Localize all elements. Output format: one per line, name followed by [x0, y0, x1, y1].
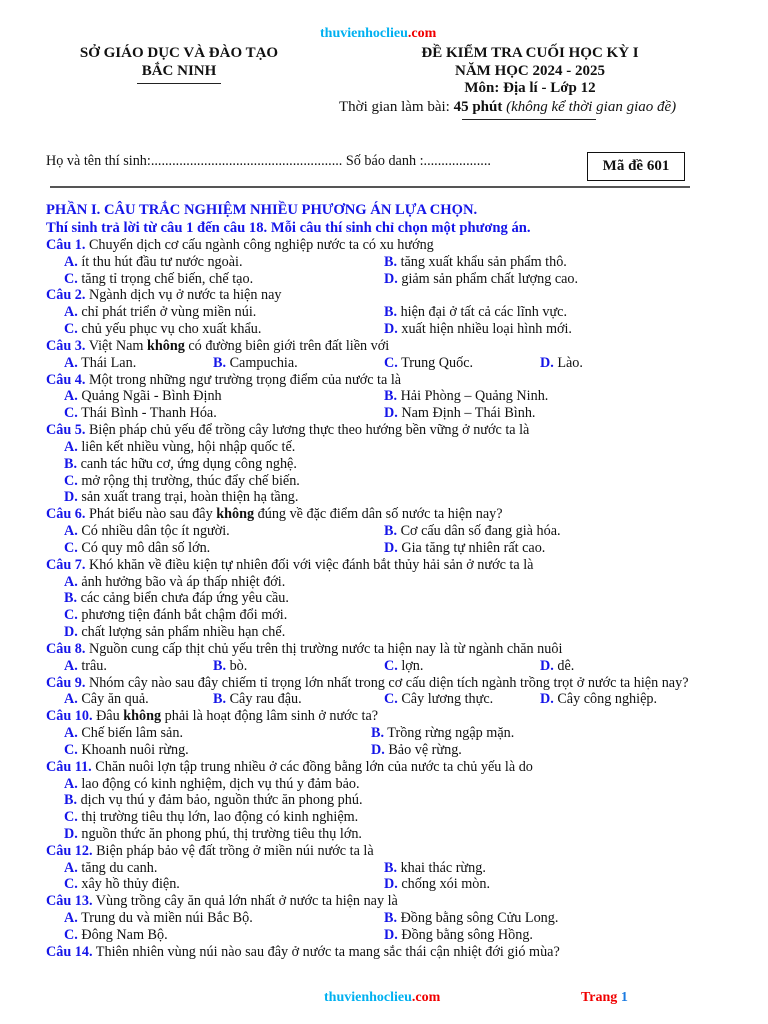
- option-text: ít thu hút đầu tư nước ngoài.: [77, 253, 243, 270]
- answer-option: [384, 540, 545, 557]
- question-number: Câu 14.: [46, 943, 93, 960]
- answer-option: [64, 792, 363, 809]
- option-letter: A.: [64, 304, 78, 321]
- option-letter: A.: [64, 725, 78, 742]
- option-row: [46, 691, 736, 708]
- option-text: Có quy mô dân số lớn.: [77, 539, 211, 556]
- answer-option: [64, 473, 300, 490]
- option-row: [46, 439, 736, 456]
- option-letter: A.: [64, 691, 78, 708]
- question-number: Câu 9.: [46, 674, 86, 691]
- site-watermark-top: [320, 26, 436, 42]
- option-text: liên kết nhiều vùng, hội nhập quốc tế.: [77, 438, 296, 455]
- option-text: Cơ cấu dân số đang già hóa.: [397, 523, 561, 540]
- subject: Môn: Địa lí - Lớp 12: [464, 80, 596, 96]
- option-text: trâu.: [77, 657, 107, 674]
- option-text: các cảng biển chưa đáp ứng yêu cầu.: [77, 590, 289, 607]
- option-letter: A.: [64, 388, 78, 405]
- question-number: Câu 5.: [46, 422, 86, 439]
- option-letter: A.: [64, 910, 78, 927]
- option-row: [46, 927, 736, 944]
- option-text: Chế biến lâm sản.: [77, 725, 183, 742]
- option-letter: B.: [371, 725, 385, 742]
- option-letter: C.: [64, 741, 78, 758]
- answer-option: [384, 658, 423, 675]
- question-number: Câu 6.: [46, 506, 86, 523]
- question-number: Câu 4.: [46, 371, 86, 388]
- option-text: lao động có kinh nghiệm, dịch vụ thú y đảm bảo.: [77, 775, 360, 792]
- answer-option: [64, 540, 210, 557]
- option-row: [46, 776, 736, 793]
- exam-title: ĐỀ KIỂM TRA CUỐI HỌC KỲ I: [421, 45, 639, 61]
- option-text: Bảo vệ rừng.: [384, 741, 462, 758]
- option-row: [46, 523, 736, 540]
- answer-option: [64, 523, 230, 540]
- question-text: Nguồn cung cấp thịt chủ yếu trên thị trường nước ta hiện nay là từ ngành chăn nuôi: [85, 640, 563, 657]
- department-name: SỞ GIÁO DỤC VÀ ĐÀO TẠO: [79, 45, 279, 61]
- option-letter: B.: [384, 253, 398, 270]
- answer-option: [64, 826, 362, 843]
- question-text: Ngành dịch vụ ở nước ta hiện nay: [85, 287, 282, 304]
- question-number: Câu 8.: [46, 640, 86, 657]
- option-text: chống xói mòn.: [397, 876, 491, 893]
- header-rule: [50, 186, 690, 188]
- question-text: Chăn nuôi lợn tập trung nhiều ở các đồng bằng lớn của nước ta chủ yếu là do: [91, 758, 533, 775]
- student-info-line: Họ và tên thí sinh:...................................................... Số báo danh :...................: [46, 153, 491, 169]
- question-stem: [46, 506, 736, 523]
- option-text: canh tác hữu cơ, ứng dụng công nghệ.: [77, 455, 297, 472]
- question-stem: [46, 287, 736, 304]
- site-name: thuvienhoclieu: [320, 26, 408, 41]
- option-text: Nam Định – Thái Bình.: [397, 405, 536, 422]
- question-stem: [46, 944, 736, 961]
- option-text: tăng tỉ trọng chế biến, chế tạo.: [77, 270, 254, 287]
- answer-option: [64, 725, 183, 742]
- option-letter: D.: [371, 741, 385, 758]
- option-text: xuất hiện nhiều loại hình mới.: [397, 321, 572, 338]
- option-row: [46, 624, 736, 641]
- option-letter: D.: [540, 691, 554, 708]
- option-letter: A.: [64, 573, 78, 590]
- option-letter: B.: [213, 354, 227, 371]
- exam-body: [46, 201, 736, 961]
- option-letter: A.: [64, 253, 78, 270]
- question-stem: [46, 675, 718, 692]
- answer-option: [384, 304, 567, 321]
- option-text: sản xuất trang trại, hoàn thiện hạ tầng.: [77, 489, 299, 506]
- question-number: Câu 2.: [46, 287, 86, 304]
- answer-option: [384, 254, 567, 271]
- option-letter: D.: [540, 657, 554, 674]
- time-label: Thời gian làm bài:: [339, 99, 454, 115]
- option-text: nguồn thức ăn phong phú, thị trường tiêu thụ lớn.: [77, 826, 362, 842]
- option-row: [46, 304, 736, 321]
- option-letter: C.: [64, 472, 78, 489]
- option-row: [46, 405, 736, 422]
- question-stem: [46, 759, 736, 776]
- option-row: [46, 388, 736, 405]
- option-text: chỉ phát triển ở vùng miền núi.: [77, 304, 257, 321]
- answer-option: [64, 910, 253, 927]
- answer-option: [64, 321, 261, 338]
- option-text: Trung Quốc.: [397, 354, 474, 371]
- site-tld: .com: [407, 26, 437, 41]
- question-text: Thiên nhiên vùng núi nào sau đây ở nước ta mang sắc thái cận nhiệt đới gió mùa?: [92, 943, 560, 960]
- question-number: Câu 13.: [46, 893, 93, 910]
- option-text: Khoanh nuôi rừng.: [77, 741, 189, 758]
- answer-option: [64, 405, 217, 422]
- option-letter: A.: [64, 657, 78, 674]
- option-letter: B.: [384, 304, 398, 321]
- option-text: Cây công nghiệp.: [553, 691, 658, 708]
- option-letter: C.: [64, 926, 78, 943]
- question-text: Việt Nam: [85, 337, 147, 354]
- option-row: [46, 321, 736, 338]
- question-text: Một trong những ngư trường trọng điểm của nước ta là: [85, 371, 402, 388]
- answer-option: [64, 776, 360, 793]
- option-row: [46, 607, 736, 624]
- question-number: Câu 10.: [46, 708, 93, 725]
- question-emphasis: không: [123, 708, 162, 725]
- option-text: thị trường tiêu thụ lớn, lao động có kinh nghiệm.: [77, 809, 359, 826]
- province-name: BẮC NINH: [141, 62, 217, 79]
- option-letter: C.: [64, 809, 78, 826]
- answer-option: [540, 658, 574, 675]
- section-instruction: Thí sinh trả lời từ câu 1 đến câu 18. Mỗi câu thí sinh chỉ chọn một phương án.: [46, 220, 531, 236]
- exam-time: [339, 99, 676, 116]
- option-text: Đồng bằng sông Hồng.: [397, 926, 533, 943]
- option-row: [46, 826, 736, 843]
- option-letter: D.: [384, 876, 398, 893]
- answer-option: [384, 321, 572, 338]
- question-text: Phát biểu nào sau đây: [85, 506, 217, 523]
- answer-option: [384, 405, 535, 422]
- option-letter: C.: [64, 270, 78, 287]
- option-letter: B.: [64, 792, 78, 809]
- option-letter: A.: [64, 775, 78, 792]
- time-note: (không kể thời gian giao đề): [502, 99, 677, 115]
- answer-option: [540, 355, 583, 372]
- option-text: Cây rau đậu.: [226, 691, 302, 708]
- option-text: Hải Phòng – Quảng Ninh.: [397, 388, 549, 405]
- answer-option: [64, 388, 222, 405]
- department-block: [40, 45, 318, 80]
- option-text: mở rộng thị trường, thúc đẩy chế biến.: [77, 472, 300, 489]
- option-letter: D.: [384, 405, 398, 422]
- question-text: Nhóm cây nào sau đây chiếm tỉ trọng lớn nhất trong cơ cấu diện tích ngành trồng trọt ở nước ta hiện nay?: [85, 674, 689, 691]
- option-letter: C.: [384, 657, 398, 674]
- question-text: có đường biên giới trên đất liền với: [184, 337, 390, 354]
- answer-option: [213, 691, 302, 708]
- option-row: [46, 540, 736, 557]
- question-stem: [46, 708, 736, 725]
- question-text: đúng về đặc điểm dân số nước ta hiện nay?: [254, 506, 503, 523]
- option-text: phương tiện đánh bắt chậm đổi mới.: [77, 607, 288, 624]
- exam-code: Mã đề 601: [602, 158, 670, 174]
- option-row: [46, 489, 736, 506]
- section-title: PHẦN I. CÂU TRẮC NGHIỆM NHIỀU PHƯƠNG ÁN LỰA CHỌN.: [46, 202, 478, 218]
- option-row: [46, 809, 736, 826]
- question-stem: [46, 237, 736, 254]
- answer-option: [64, 574, 285, 591]
- answer-option: [64, 624, 285, 641]
- option-letter: B.: [384, 388, 398, 405]
- answer-option: [64, 271, 253, 288]
- answer-option: [371, 725, 514, 742]
- option-row: [46, 742, 736, 759]
- option-text: tăng du canh.: [77, 859, 158, 876]
- option-letter: A.: [64, 523, 78, 540]
- option-letter: D.: [384, 539, 398, 556]
- question-list: [46, 237, 736, 961]
- option-letter: B.: [384, 523, 398, 540]
- question-text: Biện pháp chủ yếu để trồng cây lương thực theo hướng bền vững ở nước ta là: [85, 422, 530, 439]
- question-text: Vùng trồng cây ăn quả lớn nhất ở nước ta hiện nay là: [92, 893, 398, 910]
- time-value: 45 phút: [453, 99, 503, 115]
- answer-option: [64, 489, 298, 506]
- option-text: Đồng bằng sông Cửu Long.: [397, 910, 559, 927]
- question-stem: [46, 338, 736, 355]
- option-row: [46, 792, 736, 809]
- option-letter: D.: [64, 489, 78, 506]
- answer-option: [64, 860, 157, 877]
- answer-option: [64, 927, 168, 944]
- option-text: tăng xuất khẩu sản phẩm thô.: [397, 253, 567, 270]
- option-letter: D.: [384, 321, 398, 338]
- option-text: dê.: [553, 657, 575, 674]
- option-row: [46, 876, 736, 893]
- option-text: Có nhiều dân tộc ít người.: [77, 523, 230, 540]
- answer-option: [384, 523, 561, 540]
- answer-option: [64, 691, 149, 708]
- answer-option: [384, 876, 490, 893]
- option-text: Trung du và miền núi Bắc Bộ.: [77, 910, 253, 927]
- question-number: Câu 7.: [46, 556, 86, 573]
- question-emphasis: không: [216, 506, 255, 523]
- question-number: Câu 11.: [46, 758, 92, 775]
- answer-option: [384, 927, 533, 944]
- exam-code-box: [587, 152, 685, 181]
- option-text: ảnh hưởng bão và áp thấp nhiệt đới.: [77, 573, 286, 590]
- option-row: [46, 271, 736, 288]
- option-letter: D.: [540, 354, 554, 371]
- question-text: Đâu: [92, 708, 124, 725]
- option-letter: C.: [64, 405, 78, 422]
- option-row: [46, 910, 736, 927]
- option-letter: A.: [64, 354, 78, 371]
- answer-option: [64, 658, 107, 675]
- site-watermark-bottom: [324, 990, 440, 1006]
- option-letter: C.: [384, 354, 398, 371]
- option-row: [46, 456, 736, 473]
- option-text: Campuchia.: [226, 354, 298, 371]
- question-stem: [46, 372, 736, 389]
- question-number: Câu 3.: [46, 337, 86, 354]
- option-row: [46, 658, 736, 675]
- answer-option: [213, 355, 298, 372]
- option-letter: D.: [384, 926, 398, 943]
- option-row: [46, 355, 736, 372]
- answer-option: [64, 809, 358, 826]
- option-letter: C.: [64, 539, 78, 556]
- question-number: Câu 1.: [46, 237, 86, 253]
- option-text: Thái Bình - Thanh Hóa.: [77, 405, 217, 422]
- answer-option: [64, 590, 289, 607]
- divider: [462, 119, 596, 120]
- option-row: [46, 574, 736, 591]
- question-stem: [46, 557, 736, 574]
- question-stem: [46, 893, 736, 910]
- option-row: [46, 254, 736, 271]
- page-label: Trang: [581, 990, 621, 1005]
- option-text: lợn.: [397, 657, 424, 674]
- answer-option: [64, 304, 256, 321]
- question-stem: [46, 422, 736, 439]
- answer-option: [64, 607, 287, 624]
- option-text: xây hồ thủy điện.: [77, 876, 180, 893]
- option-letter: A.: [64, 438, 78, 455]
- option-letter: B.: [384, 859, 398, 876]
- option-letter: B.: [213, 691, 227, 708]
- option-text: giảm sản phẩm chất lượng cao.: [397, 270, 579, 287]
- option-text: Lào.: [553, 354, 583, 371]
- question-stem: [46, 641, 736, 658]
- answer-option: [384, 691, 493, 708]
- option-text: Gia tăng tự nhiên rất cao.: [397, 539, 546, 556]
- option-letter: B.: [64, 590, 78, 607]
- option-letter: B.: [64, 455, 78, 472]
- answer-option: [371, 742, 462, 759]
- answer-option: [64, 456, 297, 473]
- option-letter: C.: [64, 321, 78, 338]
- answer-option: [213, 658, 247, 675]
- question-text: Chuyển dịch cơ cấu ngành công nghiệp nước ta có xu hướng: [85, 237, 434, 253]
- question-text: Khó khăn về điều kiện tự nhiên đối với việc đánh bắt thủy hải sản ở nước ta là: [85, 556, 534, 573]
- page-value: 1: [620, 990, 628, 1005]
- option-text: Quảng Ngãi - Bình Định: [77, 388, 222, 405]
- option-text: Cây lương thực.: [397, 691, 494, 708]
- answer-option: [64, 876, 180, 893]
- school-year: NĂM HỌC 2024 - 2025: [455, 62, 605, 79]
- question-emphasis: không: [146, 337, 185, 354]
- site-tld: .com: [411, 990, 441, 1005]
- option-text: Đông Nam Bộ.: [77, 926, 168, 943]
- option-text: Thái Lan.: [77, 354, 137, 371]
- answer-option: [384, 355, 473, 372]
- question-text: Biện pháp bảo vệ đất trồng ở miền núi nước ta là: [92, 842, 374, 859]
- option-letter: C.: [64, 876, 78, 893]
- option-text: Trồng rừng ngập mặn.: [384, 725, 515, 742]
- option-letter: C.: [64, 607, 78, 624]
- answer-option: [64, 254, 243, 271]
- answer-option: [384, 860, 486, 877]
- option-text: bò.: [226, 657, 248, 674]
- option-letter: A.: [64, 859, 78, 876]
- answer-option: [384, 271, 578, 288]
- answer-option: [540, 691, 657, 708]
- option-row: [46, 473, 736, 490]
- option-letter: D.: [384, 270, 398, 287]
- site-name: thuvienhoclieu: [324, 990, 412, 1005]
- option-text: dịch vụ thú y đảm bảo, nguồn thức ăn phong phú.: [77, 792, 363, 809]
- answer-option: [64, 355, 136, 372]
- option-row: [46, 725, 736, 742]
- option-text: khai thác rừng.: [397, 859, 486, 876]
- option-letter: D.: [64, 624, 78, 641]
- answer-option: [64, 439, 295, 456]
- answer-option: [64, 742, 189, 759]
- option-text: Cây ăn quả.: [77, 691, 149, 708]
- exam-title-block: [330, 45, 730, 98]
- question-stem: [46, 843, 736, 860]
- option-letter: C.: [384, 691, 398, 708]
- option-letter: B.: [213, 657, 227, 674]
- page-number: [581, 990, 628, 1006]
- option-text: chất lượng sản phẩm nhiều hạn chế.: [77, 624, 286, 641]
- option-letter: B.: [384, 910, 398, 927]
- answer-option: [384, 910, 558, 927]
- answer-option: [384, 388, 548, 405]
- question-number: Câu 12.: [46, 842, 93, 859]
- question-text: phải là hoạt động lâm sinh ở nước ta?: [161, 708, 379, 725]
- divider: [137, 83, 221, 84]
- option-row: [46, 860, 736, 877]
- option-row: [46, 590, 736, 607]
- option-letter: D.: [64, 826, 78, 842]
- option-text: hiện đại ở tất cả các lĩnh vực.: [397, 304, 568, 321]
- option-text: chủ yếu phục vụ cho xuất khẩu.: [77, 321, 262, 338]
